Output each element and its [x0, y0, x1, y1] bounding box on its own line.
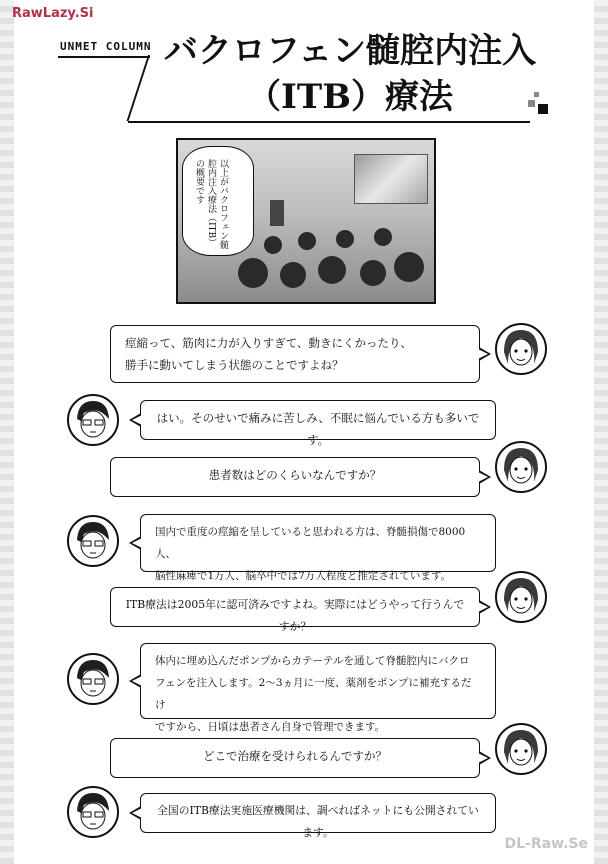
audience-head [238, 258, 268, 288]
audience-head [360, 260, 386, 286]
page-title [150, 28, 550, 120]
man-avatar [66, 652, 120, 706]
dialogue-bubble-4 [140, 514, 496, 582]
woman-avatar [494, 440, 548, 494]
title-line-2: （ITB）療法 [247, 77, 453, 117]
man-avatar [66, 514, 120, 568]
left-edge-pattern [0, 0, 14, 864]
dialogue-text: ITB療法は2005年に認可済みですよね。実際にはどうやって行うんですか？ [125, 598, 465, 633]
decor-square [528, 100, 535, 107]
dialogue-bubble-1 [110, 325, 480, 383]
decor-square [534, 92, 539, 97]
dialogue-text: はい。そのせいで痛みに苦しみ、不眠に悩んでいる方も多いです。 [156, 411, 480, 447]
panel-caption-box [182, 146, 254, 256]
audience-head [264, 236, 282, 254]
title-rule-diagonal [127, 55, 150, 121]
dialogue-bubble-6 [140, 643, 496, 733]
dialogue-text: 勝手に動いてしまう状態のことですよね？ [125, 358, 344, 372]
dialogue-bubble-2 [140, 400, 496, 447]
dialogue-text: 国内で重度の痙縮を呈していると思われる方は、脊髄損傷で8000人、 [155, 526, 466, 560]
man-avatar [66, 785, 120, 839]
title-line-1: バクロフェン髄腔内注入 [163, 31, 537, 71]
seminar-illustration [176, 138, 436, 304]
column-tag: UNMET COLUMN [60, 40, 152, 53]
audience-head [394, 252, 424, 282]
title-rule-bottom [128, 121, 530, 123]
lectern [270, 200, 284, 226]
dialogue-bubble-7 [110, 738, 480, 778]
dialogue-bubble-8 [140, 793, 496, 839]
dialogue-text: どこで治療を受けられるんですか？ [203, 749, 387, 763]
woman-avatar [494, 570, 548, 624]
man-avatar [66, 393, 120, 447]
dialogue-text: 患者数はどのくらいなんですか？ [208, 468, 382, 482]
woman-avatar [494, 722, 548, 776]
audience-head [298, 232, 316, 250]
dialogue-bubble-3 [110, 457, 480, 497]
title-rule [58, 56, 150, 58]
audience-head [336, 230, 354, 248]
decor-square [538, 104, 548, 114]
audience-head [318, 256, 346, 284]
woman-avatar [494, 322, 548, 376]
dialogue-text: ですから、日頃は患者さん自身で管理できます。 [155, 721, 386, 733]
right-edge-pattern [594, 0, 608, 864]
dialogue-text: 脳性麻痺で1万人、脳卒中では7万人程度と推定されています。 [155, 570, 452, 582]
audience-head [280, 262, 306, 288]
dialogue-text: 体内に埋め込んだポンプからカテーテルを通して脊髄腔内にバクロ [155, 655, 470, 667]
projector-screen [354, 154, 428, 204]
dialogue-bubble-5 [110, 587, 480, 633]
watermark-top: RawLazy.Si [12, 6, 94, 21]
dialogue-text: フェンを注入します。2～3ヵ月に一度、薬剤をポンプに補充するだけ [155, 677, 472, 711]
panel-caption: 以上がバクロフェン髄腔内注入療法（ITB）の概要です [194, 159, 228, 249]
watermark-bottom: DL-Raw.Se [504, 836, 588, 852]
dialogue-text: 全国のITB療法実施医療機関は、調べればネットにも公開されています。 [157, 804, 479, 839]
dialogue-text: 痙縮って、筋肉に力が入りすぎて、動きにくかったり、 [125, 336, 413, 350]
audience-head [374, 228, 392, 246]
